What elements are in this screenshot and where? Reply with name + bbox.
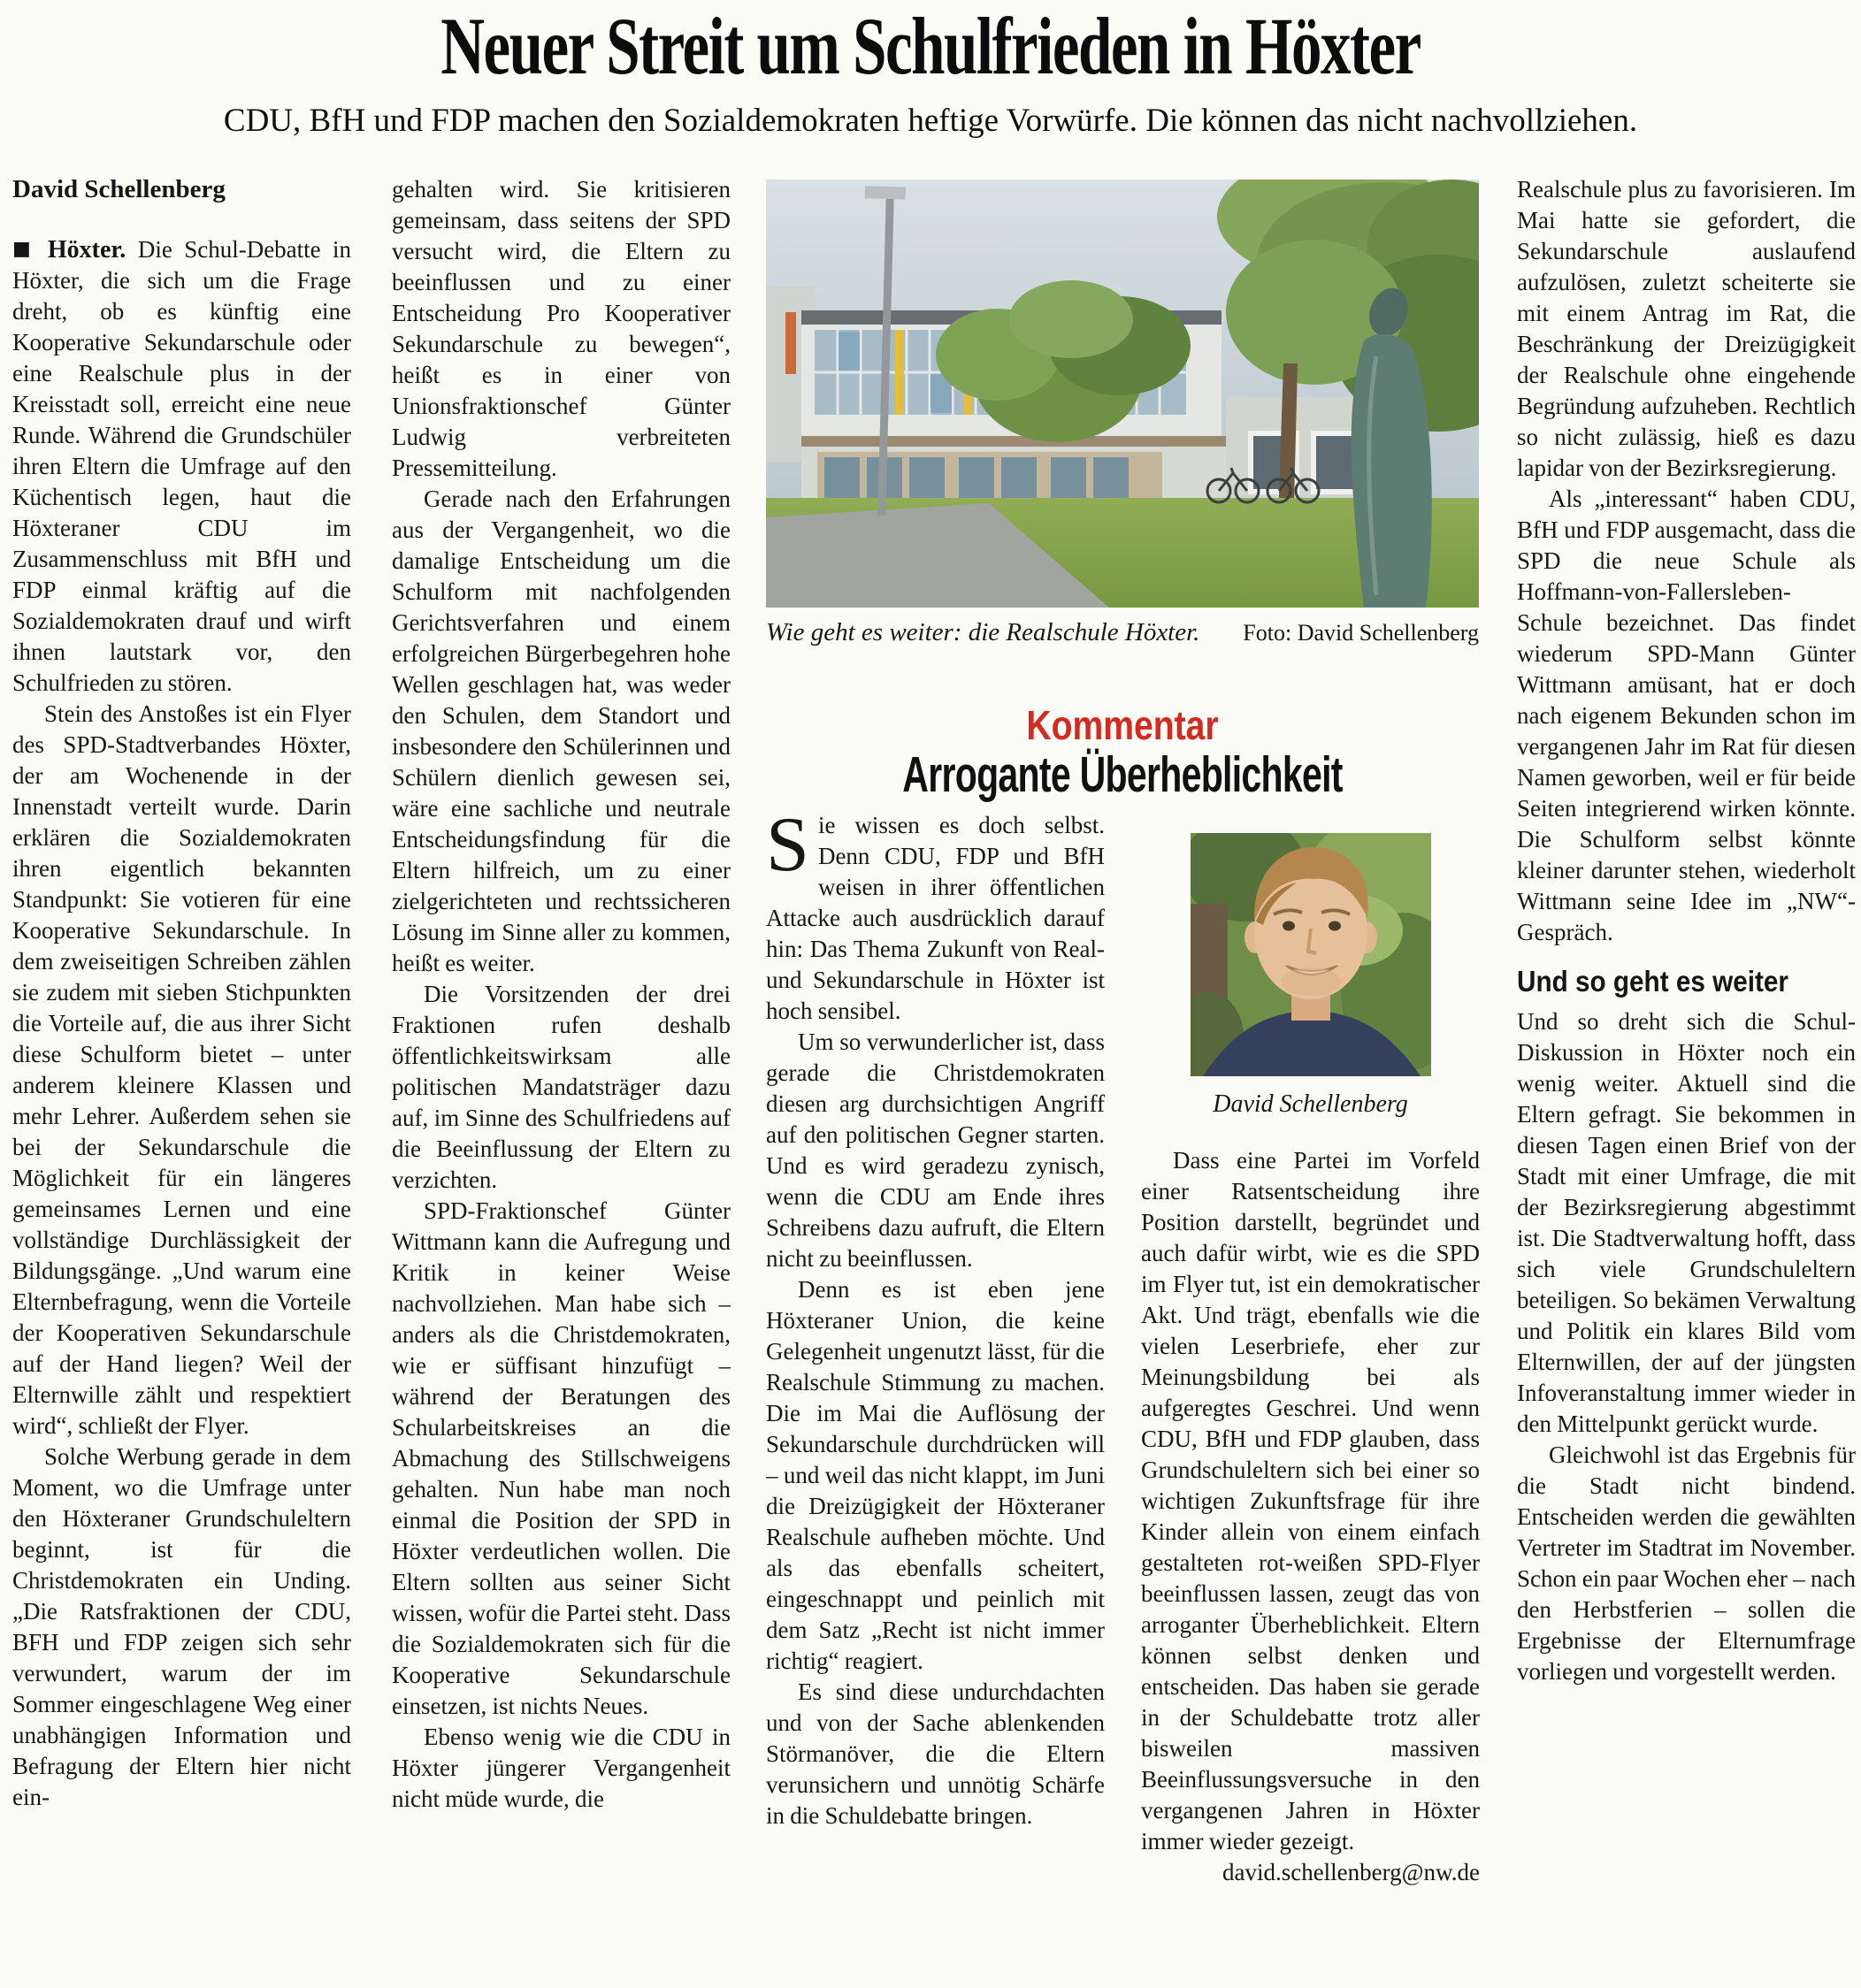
article-paragraph: ■ Höxter. Die Schul-Debatte in Höxter, die sich um die Frage dreht, ob es künftig eine Kooperative Sekundarschule oder eine Realschule plus in der Kreisstadt soll, erreicht eine neue Runde. Während die Grundschüler ihren Eltern die Umfrage auf den Küchentisch legen, haut die Höxteraner CDU im Zusammenschluss mit BfH und FDP einmal kräftig auf die Sozialdemokraten drauf und wirft ihnen lautstark vor, den Schulfrieden zu stören. [12,236,351,696]
photo-caption: Wie geht es weiter: die Realschule Höxter. [766,618,1200,646]
article-paragraph: Um so verwunderlicher ist, dass gerade die Christdemokraten diesen arg durchsichtigen Angriff auf den politischen Gegner starten. Und es wird geradezu zynisch, wenn die CDU am Ende ihres Schreibens dazu aufruft, die Eltern nicht zu beeinflussen. [766,1028,1105,1272]
author-portrait [1191,833,1431,1119]
school-photo [766,180,1479,647]
article-paragraph: Als „interessant“ haben CDU, BfH und FDP ausgemacht, dass die SPD die neue Schule als Hoffmann-von-Fallersleben-Schule bezeichnet. Das findet wiederum SPD-Mann Günter Wittmann amüsant, hat er doch nach eigenem Bekunden schon im vergangenen Jahr im Rat für diesen Namen geworben, weil er für beide Seiten integrierend wirken könnte. Die Schulform selbst könnte kleiner darunter stehen, wiederholt Wittmann seine Idee im „NW“-Gespräch. [1517,486,1856,945]
byline: David Schellenberg [12,175,226,203]
photo-caption-row [766,618,1479,647]
kommentar-column-2 [1141,1145,1480,1985]
article-paragraph: Gleichwohl ist das Ergebnis für die Stadt nicht bindend. Entscheiden werden die gewählten Vertreter im Stadtrat im November. Schon ein paar Wochen eher – nach den Herbstferien – sollen die Ergebnisse der Elternumfrage vorliegen und vorgestellt werden. [1517,1441,1856,1685]
article-paragraph: Ebenso wenig wie die CDU in Höxter jüngerer Vergangenheit nicht müde wurde, die [392,1724,731,1812]
article-paragraph: Sie wissen es doch selbst. Denn CDU, FDP und BfH weisen in ihrer öffentlichen Attacke auch ausdrücklich darauf hin: Das Thema Zukunft von Real- und Sekundarschule in Höxter ist hoch sensibel. [766,810,1105,1024]
article-paragraph: Solche Werbung gerade in dem Moment, wo die Umfrage unter den Höxteraner Grundschuleltern beginnt, ist für die Christdemokraten ein Unding. „Die Ratsfraktionen der CDU, BFH und FDP zeigen sich sehr verwundert, warum der im Sommer eingeschlagene Weg einer unabhängigen Information und Befragung der Eltern hier nicht ein- [12,1443,351,1810]
portrait-caption: David Schellenberg [1213,1090,1408,1118]
lead-location: Höxter. [47,236,138,264]
lead-square-marker: ■ [12,238,37,260]
article-paragraph: Und so dreht sich die Schul-Diskussion in Höxter noch ein wenig weiter. Aktuell sind die Eltern gefragt. Sie bekommen in diesen Tagen einen Brief von der Stadt mit einer Umfrage, die mit der Bezirksregierung abgestimmt ist. Die Stadtverwaltung hofft, dass sich viele Grundschuleltern beteiligen. So bekämen Verwaltung und Politik ein klares Bild vom Elternwillen, der auf der jüngsten Infoveranstaltung immer wieder in den Mittelpunkt gerückt wurde. [1517,1008,1856,1437]
article-column-2 [392,174,731,1988]
article-paragraph: Stein des Anstoßes ist ein Flyer des SPD-Stadtverbandes Höxter, der am Wochenende in der Innenstadt verteilt wurde. Darin erklären die Sozialdemokraten ihren eigentlich bekannten Standpunkt: Sie votieren für eine Kooperative Sekundarschule. In dem zweiseitigen Schreiben zählen sie zudem mit sieben Stichpunkten die Vorteile auf, die aus ihrer Sicht diese Schulform bietet – unter anderem kleinere Klassen und mehr Lehrer. Außerdem sehen sie bei der Sekundarschule die Möglichkeit für ein längeres gemeinsames Lernen und eine vollständige Durchlässigkeit der Bildungsgänge. „Und warum eine Elternbefragung, wenn die Vorteile der Kooperativen Sekundarschule auf der Hand liegen? Weil der Elternwille zählt und respektiert wird“, schließt der Flyer. [12,700,351,1439]
school-photo-illustration [766,180,1479,608]
article-paragraph: SPD-Fraktionschef Günter Wittmann kann die Aufregung und Kritik in keiner Weise nachvollziehen. Man habe sich – anders als die Christdemokraten, wie er süffisant hinzufügt – während der Beratungen des Schularbeitskreises an die Abmachung des Stillschweigens gehalten. Nun habe man noch einmal die Position der SPD in Höxter verdeutlichen wollen. Die Eltern sollten aus seiner Sicht wissen, wofür die Partei steht. Dass die Sozialdemokraten sich für die Kooperative Sekundarschule einsetzen, ist nichts Neues. [392,1197,731,1719]
kommentar-column-1 [766,810,1105,1988]
article-column-3 [1517,174,1856,1988]
article-paragraph: Denn es ist eben jene Höxteraner Union, die keine Gelegenheit ungenutzt lässt, für die Realschule Stimmung zu machen. Die im Mai die Auflösung der Sekundarschule durchdrücken will – und weil das nicht klappt, im Juni die Dreizügigkeit der Höxteraner Realschule aufheben möchte. Und als das ebenfalls scheitert, eingeschnappt und peinlich mit dem Satz „Recht ist nicht immer richtig“ reagiert. [766,1276,1105,1674]
author-email[interactable]: david.schellenberg@nw.de [1222,1859,1480,1885]
kommentar-title: Arrogante Überheblichkeit [902,746,1343,803]
kommentar-kicker: Kommentar [1026,702,1219,748]
subheadline: CDU, BfH und FDP machen den Sozialdemokraten heftige Vorwürfe. Die können das nicht nachvollziehen. [223,103,1638,139]
page-title: Neuer Streit um Schulfrieden in Höxter [440,1,1421,91]
article-column-1 [12,233,351,1988]
section-subhead: Und so geht es weiter [1517,965,1788,998]
kommentar-header [766,704,1479,801]
drop-cap: S [766,810,809,888]
article-paragraph: Die Vorsitzenden der drei Fraktionen rufen deshalb öffentlichkeitswirksam alle politischen Mandatsträger dazu auf, im Sinne des Schulfriedens auf die Beeinflussung der Eltern zu verzichten. [392,981,731,1193]
article-paragraph: Dass eine Partei im Vorfeld einer Ratsentscheidung ihre Position darstellt, begründet und auch dafür wirbt, wie es die SPD im Flyer tut, ist ein demokratischer Akt. Und trägt, ebenfalls wie die vielen Leserbriefe, eher zur Meinungsbildung bei als aufgeregtes Geschrei. Und wenn CDU, BfH und FDP glauben, dass Grundschuleltern sich bei einer so wichtigen Zukunftsfrage für ihre Kinder allein von einem einfach gestalteten rot-weißen SPD-Flyer beeinflussen lassen, zeugt das von arroganter Überheblichkeit. Eltern können selbst denken und entscheiden. Das haben sie gerade in der Schuldebatte trotz aller bisweilen massiven Beeinflussungsversuche in den vergangenen Jahren in Höxter immer wieder gezeigt. [1141,1147,1480,1854]
article-paragraph: Gerade nach den Erfahrungen aus der Vergangenheit, wo die damalige Entscheidung um die Schulform mit nachfolgenden Gerichtsverfahren und einem erfolgreichen Bürgerbegehren hohe Wellen geschlagen hat, was weder den Schulen, dem Standort und insbesondere den Schülerinnen und Schülern dienlich gewesen sei, wäre eine sachliche und neutrale Entscheidungsfindung für die Eltern hilfreich, um zu einer zielgerichteten und rechtssicheren Lösung im Sinne aller zu kommen, heißt es weiter. [392,486,731,976]
author-portrait-illustration [1191,833,1431,1076]
article-paragraph: Realschule plus zu favorisieren. Im Mai hatte sie gefordert, die Sekundarschule auslaufend aufzulösen, zuletzt scheiterte sie mit einem Antrag im Rat, die Beschränkung der Dreizügigkeit der Realschule ohne eingehende Begründung aufzuheben. Rechtlich so nicht zulässig, hieß es dazu lapidar von der Bezirksregierung. [1517,176,1856,481]
kommentar-column-2-wrap [1141,833,1480,1985]
article-paragraph: gehalten wird. Sie kritisieren gemeinsam, dass seitens der SPD versucht wird, die Eltern zu beeinflussen und zu einer Entscheidung Pro Kooperativer Sekundarschule zu bewegen“, heißt es in einer von Unionsfraktionschef Günter Ludwig verbreiteten Pressemitteilung. [392,176,731,481]
photo-credit: Foto: David Schellenberg [1243,620,1479,646]
article-paragraph: Es sind diese undurchdachten und von der Sache ablenkenden Störmanöver, die die Eltern verunsichern und unnötig Schärfe in die Schuldebatte bringen. [766,1678,1105,1829]
